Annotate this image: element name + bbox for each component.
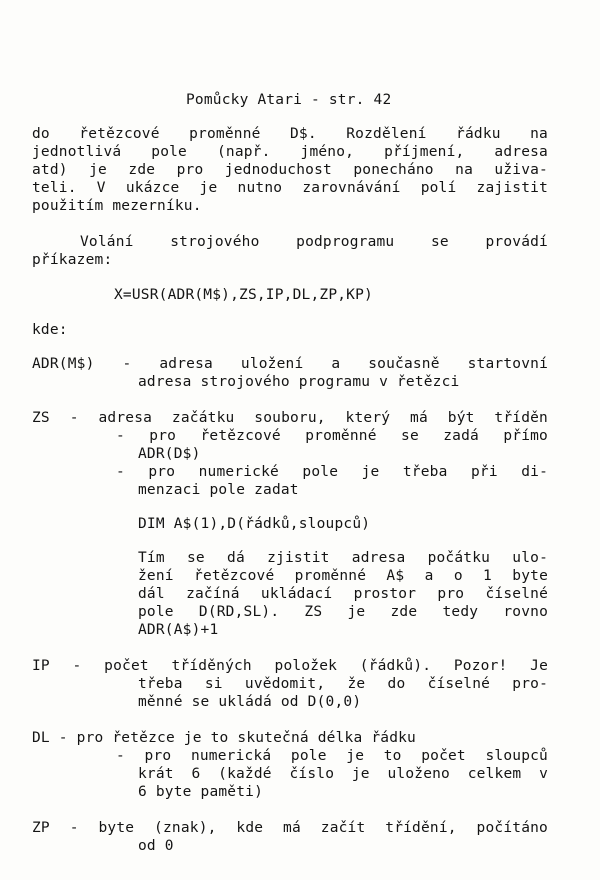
- code-line: X=USR(ADR(M$),ZS,IP,DL,ZP,KP): [114, 287, 373, 303]
- kde-label: kde:: [32, 322, 68, 338]
- code-line: DIM A$(1),D(řádků,sloupců): [138, 516, 371, 532]
- definition-zp: ZP - byte (znak), kde má začít třídění, počítáno: [32, 820, 548, 836]
- definition-zs-item: - pro numerické pole je třeba při di-: [116, 464, 548, 480]
- paragraph-line: atd) je zde pro jednoduchost ponecháno na uživa-: [32, 162, 548, 178]
- definition-ip-cont: měnné se ukládá od D(0,0): [138, 694, 362, 710]
- paragraph-line: použitím mezerníku.: [32, 198, 202, 214]
- zs-text-line: ADR(A$)+1: [138, 622, 219, 638]
- zs-text-line: Tím se dá zjistit adresa počátku ulo-: [138, 550, 548, 566]
- definition-zs: ZS - adresa začátku souboru, který má být tříděn: [32, 410, 548, 426]
- definition-dl-item: - pro numerická pole je to počet sloupců: [116, 748, 548, 764]
- definition-adr: ADR(M$) - adresa uložení a současně startovní: [32, 356, 548, 372]
- definition-dl: DL - pro řetězce je to skutečná délka řádku: [32, 730, 416, 746]
- definition-zs-item: ADR(D$): [138, 446, 201, 462]
- paragraph-line: Volání strojového podprogramu se provádí: [80, 234, 548, 250]
- zs-text-line: žení řetězcové proměnné A$ a o 1 byte: [138, 568, 548, 584]
- paragraph-line: příkazem:: [32, 252, 113, 268]
- zs-text-line: pole D(RD,SL). ZS je zde tedy rovno: [138, 604, 548, 620]
- zs-text-line: dál začíná ukládací prostor pro číselné: [138, 586, 548, 602]
- definition-zs-item: - pro řetězcové proměnné se zadá přímo: [116, 428, 548, 444]
- paragraph-line: teli. V ukázce je nutno zarovnávání polí zajistit: [32, 180, 548, 196]
- paragraph-line: jednotlivá pole (např. jméno, příjmení, adresa: [32, 144, 548, 160]
- definition-zs-item: menzaci pole zadat: [138, 482, 299, 498]
- definition-zp-cont: od 0: [138, 838, 174, 854]
- definition-adr-cont: adresa strojového programu v řetězci: [138, 374, 460, 390]
- definition-dl-cont: 6 byte paměti): [138, 784, 264, 800]
- definition-dl-cont: krát 6 (každé číslo je uloženo celkem v: [138, 766, 548, 782]
- page-header: Pomůcky Atari - str. 42: [186, 92, 392, 108]
- definition-ip: IP - počet tříděných položek (řádků). Pozor! Je: [32, 658, 548, 674]
- paragraph-line: do řetězcové proměnné D$. Rozdělení řádku na: [32, 126, 548, 142]
- definition-ip-cont: třeba si uvědomit, že do číselné pro-: [138, 676, 548, 692]
